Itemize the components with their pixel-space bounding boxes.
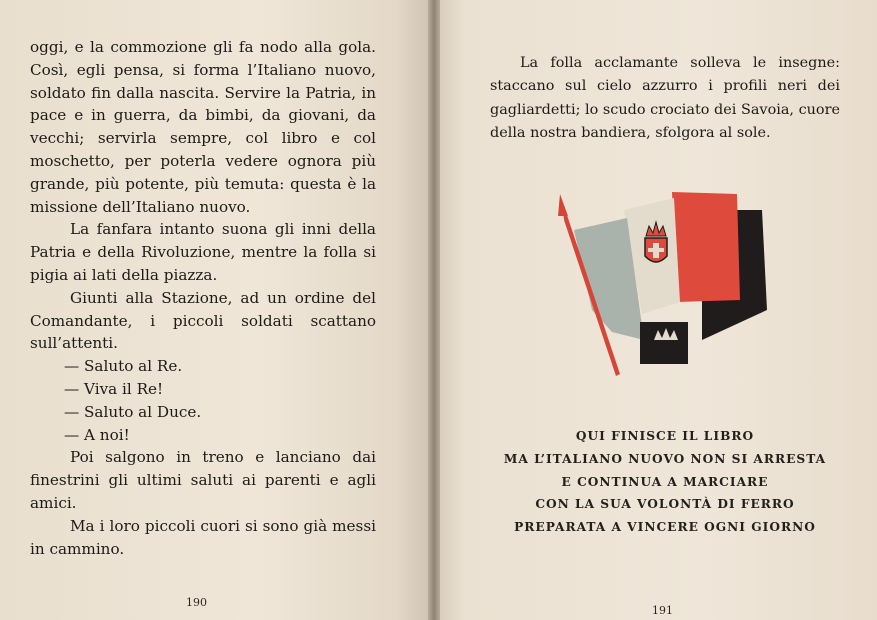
- closing-line: MA L’ITALIANO NUOVO NON SI ARRESTA: [503, 451, 827, 466]
- right-page-text: [490, 52, 840, 146]
- closing-line: E CONTINUA A MARCIARE: [561, 474, 769, 489]
- flag-illustration: [552, 190, 772, 380]
- red-stripe: [672, 192, 740, 302]
- paragraph: Ma i loro piccoli cuori si sono già messi in cammino.: [30, 516, 376, 558]
- page-number-right: 191: [652, 604, 673, 617]
- paragraph: La folla acclamante solleva le insegne: staccano sul cielo azzurro i profili neri dei gagliardetti; lo scudo crociato dei Savoia, cuore della nostra bandiera, sfolgora al sole.: [490, 55, 840, 142]
- paragraph: oggi, e la commozione gli fa nodo alla gola. Così, egli pensa, si forma l’Italiano nuovo, soldato fin dalla nascita. Servire la Patria, in pace e in guerra, da bimbi, da giovani, da vecchi; servirla sempre, col libro e col moschetto, per poterla vedere ognora più grande, più potente, più temuta: questa è la missione dell’Italiano nuovo.: [30, 38, 376, 216]
- paragraph: Giunti alla Stazione, ad un ordine del Comandante, i piccoli soldati scattano sull’attenti.: [30, 288, 376, 353]
- closing-line: CON LA SUA VOLONTÀ DI FERRO: [535, 497, 795, 512]
- black-emblem: [640, 322, 688, 364]
- dialogue-line: — Viva il Re!: [64, 379, 164, 398]
- paragraph: La fanfara intanto suona gli inni della Patria e della Rivoluzione, mentre la folla si pigia ai lati della piazza.: [30, 220, 376, 284]
- dialogue-line: — Saluto al Duce.: [64, 402, 202, 421]
- page-number-left: 190: [186, 596, 207, 609]
- closing-line: PREPARATA A VINCERE OGNI GIORNO: [514, 520, 816, 535]
- closing-line: QUI FINISCE IL LIBRO: [575, 429, 755, 443]
- spear-tip-icon: [558, 194, 568, 216]
- left-page-text: [30, 36, 376, 560]
- dialogue-line: — Saluto al Re.: [64, 357, 183, 376]
- dialogue-line: — A noi!: [64, 425, 130, 444]
- closing-message: [470, 425, 860, 539]
- book-gutter: [428, 0, 440, 620]
- paragraph: Poi salgono in treno e lanciano dai finestrini gli ultimi saluti ai parenti e agli amici.: [30, 448, 376, 512]
